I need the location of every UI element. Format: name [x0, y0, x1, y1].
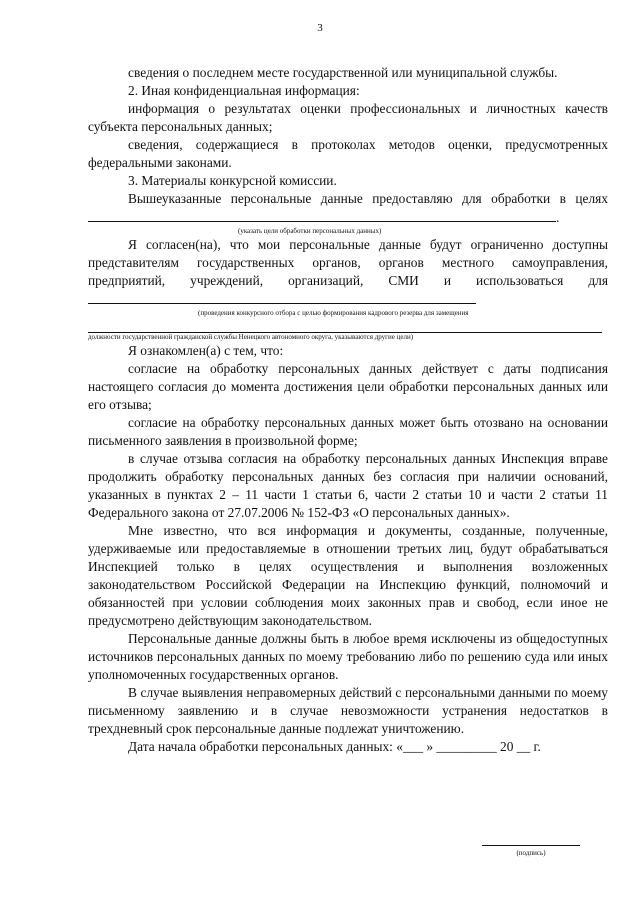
paragraph-commission-materials: 3. Материалы конкурсной комиссии.	[128, 173, 337, 188]
purposes-text: Вышеуказанные персональные данные предоставляю для обработки в целях	[128, 191, 608, 206]
signature-line[interactable]	[482, 845, 580, 846]
use-purpose-continuation-line[interactable]	[88, 318, 602, 333]
purposes-fill-line[interactable]	[88, 208, 556, 222]
purposes-period: .	[556, 210, 560, 225]
paragraph-purposes	[88, 190, 608, 227]
paragraph-start-date[interactable]: Дата начала обработки персональных данных: «___ » _________ 20 __ г.	[128, 739, 541, 754]
caption-purposes: (указать цели обработки персональных данных)	[238, 227, 382, 235]
paragraph-revocation-processing: в случае отзыва согласия на обработку персональных данных Инспекция вправе продолжить обработку персональных данных без согласия при наличии оснований, указанных в пунктах 2 – 11 части 1 статьи 6, части 2 статьи 10 и части 2 статьи 11 Федерального закона от 27.07.2006 № 152-ФЗ «О персональных данных».	[88, 451, 608, 520]
paragraph-last-service: сведения о последнем месте государственной или муниципальной службы.	[128, 65, 558, 80]
use-purpose-fill-line[interactable]	[88, 290, 476, 304]
document-body	[88, 64, 608, 756]
paragraph-consent-duration: согласие на обработку персональных данных действует с даты подписания настоящего согласия до момента достижения цели обработки персональных данных или его отзыва;	[88, 361, 608, 412]
paragraph-consent-access	[88, 236, 608, 309]
paragraph-acknowledged: Я ознакомлен(а) с тем, что:	[128, 343, 284, 358]
paragraph-assessment-results: информация о результатах оценки профессиональных и личностных качеств субъекта персональных данных;	[88, 101, 608, 134]
caption-position: должности государственной гражданской службы Ненецкого автономного округа, указываются другие цели)	[88, 333, 414, 341]
paragraph-exclusion: Персональные данные должны быть в любое время исключены из общедоступных источников персональных данных по моему требованию либо по решению суда или иных уполномоченных государственных органов.	[88, 631, 608, 682]
paragraph-information-use: Мне известно, что вся информация и документы, созданные, полученные, удерживаемые или предоставляемые в отношении третьих лиц, будут обрабатываться Инспекцией только в целях осуществления и выполнения возложенных законодательством Российской Федерации на Инспекцию функций, полномочий и обязанностей при условии соблюдения моих законных прав и свобод, если иное не предусмотрено действующим законодательством.	[88, 523, 608, 628]
signature-caption: (подпись)	[516, 849, 546, 857]
paragraph-consent-revocation: согласие на обработку персональных данных может быть отозвано на основании письменного заявления в произвольной форме;	[88, 415, 608, 448]
page-number: 3	[317, 22, 323, 34]
consent-access-text: Я согласен(на), что мои персональные данные будут ограниченно доступны представителям государственных органов, органов местного самоуправления, предприятий, учреждений, организаций, СМИ и использоваться для	[88, 237, 608, 288]
paragraph-protocols: сведения, содержащиеся в протоколах методов оценки, предусмотренных федеральными законами.	[88, 137, 608, 170]
paragraph-destruction: В случае выявления неправомерных действий с персональными данными по моему письменному заявлению и в случае невозможности устранения недостатков в трехдневный срок персональные данные подлежат уничтожению.	[88, 685, 608, 736]
caption-use-purpose: (проведения конкурсного отбора с целью формирования кадрового резерва для замещения	[198, 309, 469, 317]
paragraph-other-confidential: 2. Иная конфиденциальная информация:	[128, 83, 360, 98]
